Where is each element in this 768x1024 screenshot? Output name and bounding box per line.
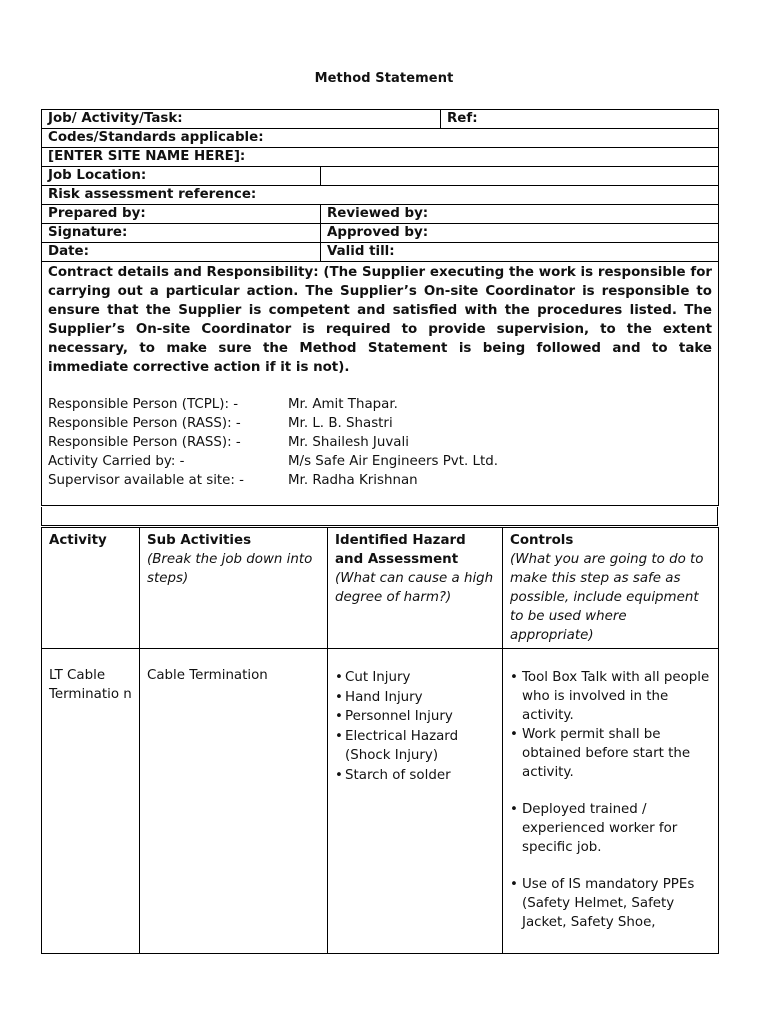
approved-by-field: Approved by: [321, 224, 719, 243]
hazard-header: Identified Hazard and Assessment (What can cause a high degree of harm?) [328, 528, 503, 649]
document-title: Method Statement [314, 71, 454, 86]
contract-details-cell [42, 262, 719, 506]
spacer-row [41, 507, 718, 526]
job-activity-task-field: Job/ Activity/Task: [42, 110, 441, 129]
ref-field: Ref: [441, 110, 719, 129]
list-item: • Personnel Injury [335, 707, 495, 727]
controls-list [510, 668, 711, 932]
hazards-cell [328, 649, 503, 954]
signature-field: Signature: [42, 224, 321, 243]
prepared-by-field: Prepared by: [42, 205, 321, 224]
responsible-persons-list [48, 395, 712, 490]
list-item: • Hand Injury [335, 688, 495, 708]
job-location-field: Job Location: [42, 167, 321, 186]
controls-note: (What you are going to do to make this step as safe as possible, include equipment to be used where appropriate) [510, 552, 704, 643]
list-item: • Work permit shall be obtained before start the activity. [510, 725, 711, 782]
person-row: Supervisor available at site: - Mr. Radha Krishnan [48, 473, 418, 488]
sub-activities-header: Sub Activities (Break the job down into steps) [140, 528, 328, 649]
reviewed-by-field: Reviewed by: [321, 205, 719, 224]
sub-activities-note: (Break the job down into steps) [147, 552, 313, 586]
hazard-note: (What can cause a high degree of harm?) [335, 571, 494, 605]
list-item: • Use of IS mandatory PPEs (Safety Helmet, Safety Jacket, Safety Shoe, [510, 875, 711, 932]
job-location-value [321, 167, 719, 186]
activity-cell: LT Cable Terminatio n [42, 649, 140, 954]
person-row: Activity Carried by: - M/s Safe Air Engineers Pvt. Ltd. [48, 454, 498, 469]
person-row: Responsible Person (RASS): - Mr. Shailesh Juvali [48, 435, 409, 450]
controls-header: Controls (What you are going to do to make this step as safe as possible, include equipment to be used where appropriate) [503, 528, 719, 649]
contract-details-text: Contract details and Responsibility: (The Supplier executing the work is responsible for carrying out a particular action. The Supplier’s On-site Coordinator is responsible to ensure that the Supplier is competent and satisfied with the procedures listed. The Supplier’s On-site Coordinator is required to provide supervision, to the extent necessary, to make sure the Method Statement is being followed and to take immediate corrective action if it is not). [48, 265, 712, 375]
person-row: Responsible Person (TCPL): - Mr. Amit Thapar. [48, 397, 398, 412]
site-name-field: [ENTER SITE NAME HERE]: [42, 148, 719, 167]
list-item: • Tool Box Talk with all people who is involved in the activity. [510, 668, 711, 725]
valid-till-field: Valid till: [321, 243, 719, 262]
date-field: Date: [42, 243, 321, 262]
header-table [41, 109, 719, 506]
list-item: • Deployed trained / experienced worker for specific job. [510, 800, 711, 857]
activity-table [41, 527, 719, 954]
list-item: • Starch of solder [335, 766, 495, 786]
list-item: • Cut Injury [335, 668, 495, 688]
hazards-list [335, 668, 495, 786]
controls-cell [503, 649, 719, 954]
sub-activity-cell: Cable Termination [140, 649, 328, 954]
person-row: Responsible Person (RASS): - Mr. L. B. Shastri [48, 416, 393, 431]
activity-header: Activity [42, 528, 140, 649]
risk-assessment-ref-field: Risk assessment reference: [42, 186, 719, 205]
codes-standards-field: Codes/Standards applicable: [42, 129, 719, 148]
list-item: • Electrical Hazard (Shock Injury) [335, 727, 495, 766]
